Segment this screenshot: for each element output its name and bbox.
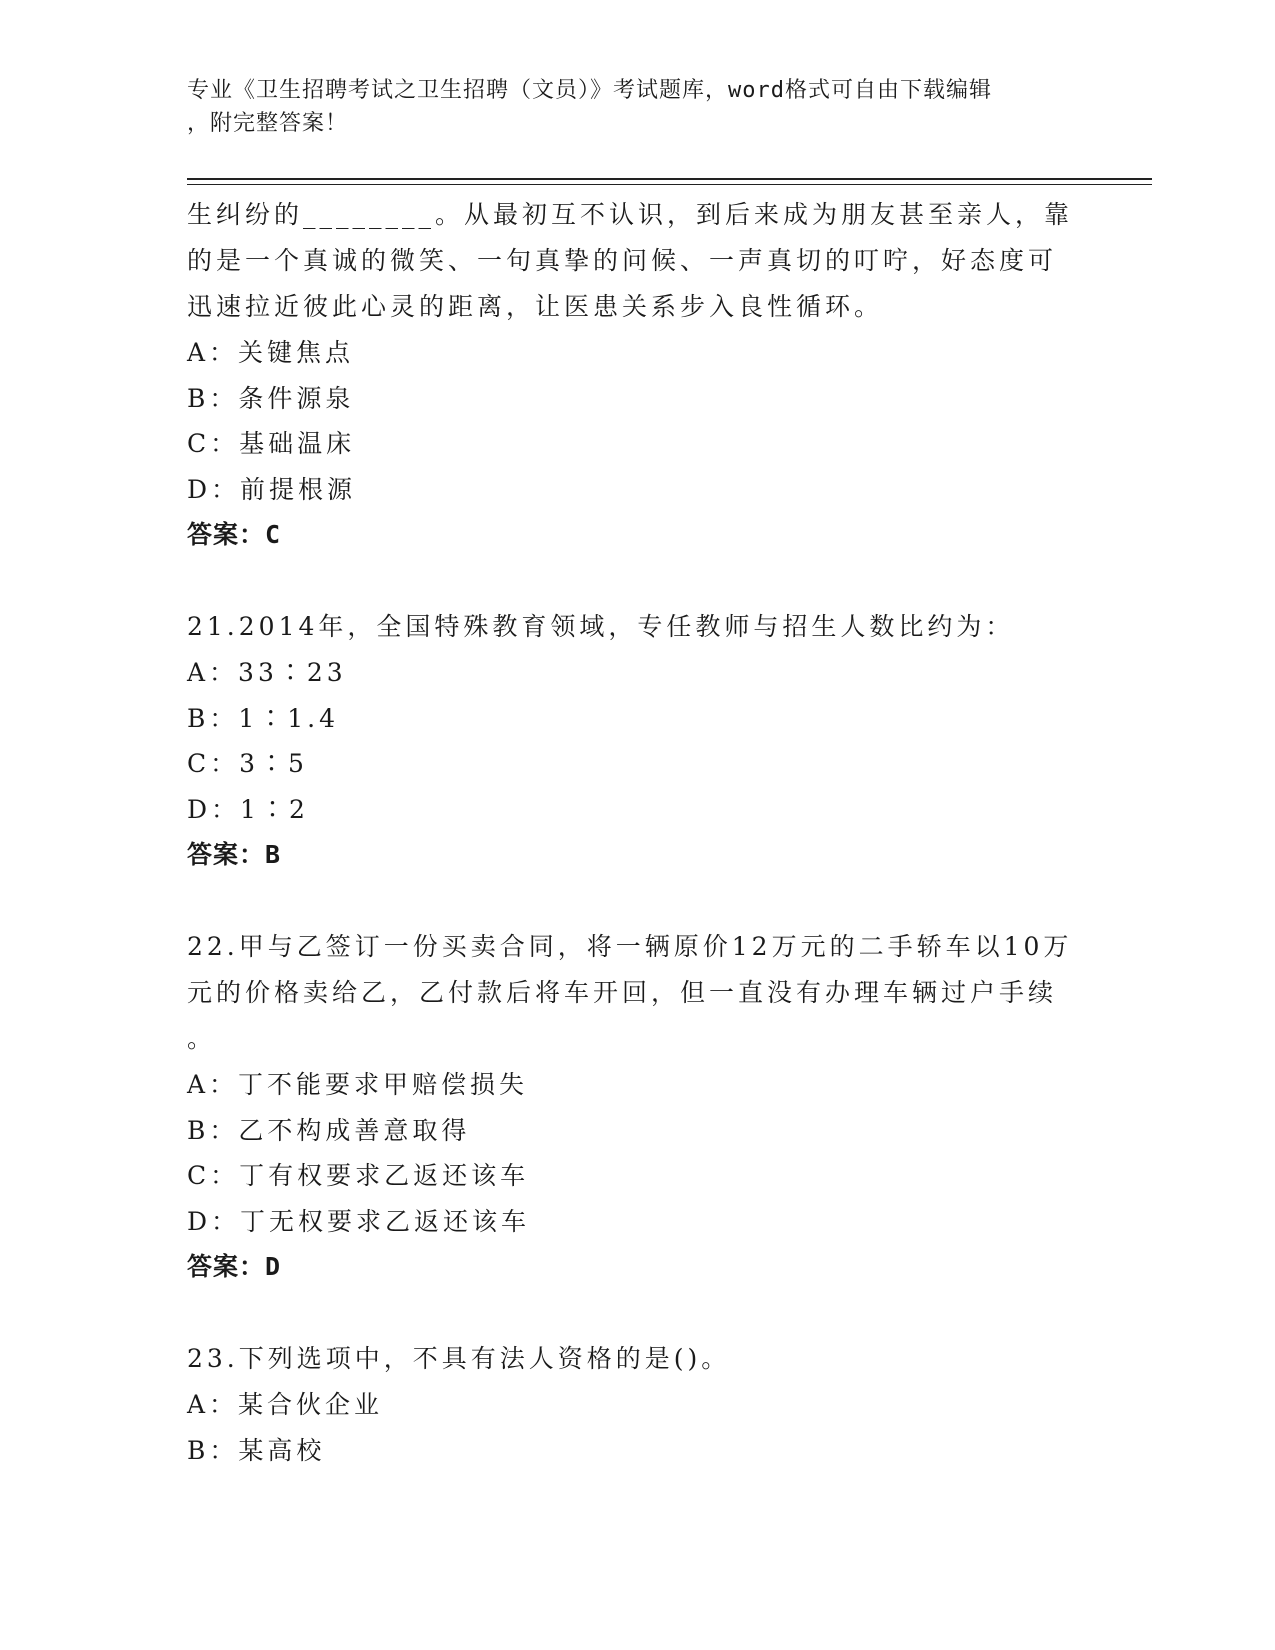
option-c: C：基础温床 [187,429,356,458]
option-c: C：丁有权要求乙返还该车 [187,1161,530,1190]
option-b: B：条件源泉 [187,383,355,413]
header-line-1: 专业《卫生招聘考试之卫生招聘（文员）》考试题库，word格式可自由下载编辑 [187,78,992,103]
answer: 答案：D [187,1252,282,1281]
question-text-line: 迅速拉近彼此心灵的距离，让医患关系步入良性循环。 [187,292,884,321]
option-b: B：某高校 [187,1435,326,1465]
question-content [187,192,1087,1473]
option-a: A：某合伙企业 [187,1390,384,1419]
option-d: D：前提根源 [187,474,357,504]
option-a: A：33∶23 [187,658,347,687]
option-d: D：丁无权要求乙返还该车 [187,1206,531,1236]
option-d: D：1∶2 [187,794,309,824]
option-c: C：3∶5 [187,749,308,778]
option-a: A：关键焦点 [187,338,355,367]
header-divider-thin [187,184,1152,185]
answer: 答案：C [187,520,282,549]
option-b: B：乙不构成善意取得 [187,1115,471,1145]
question-text-line: 的是一个真诚的微笑、一句真挚的问候、一声真切的叮咛，好态度可 [187,246,1058,275]
answer: 答案：B [187,840,282,869]
question-text-line: 元的价格卖给乙，乙付款后将车开回，但一直没有办理车辆过户手续 [187,978,1058,1007]
question-text-line: 生纠纷的________。从最初互不认识，到后来成为朋友甚至亲人，靠 [187,200,1074,229]
option-a: A：丁不能要求甲赔偿损失 [187,1070,529,1099]
question-21 [187,604,1087,878]
question-text-line: 23.下列选项中，不具有法人资格的是()。 [187,1344,731,1373]
header-line-2: ，附完整答案！ [187,111,349,136]
question-text-line: 21.2014年，全国特殊教育领域，专任教师与招生人数比约为： [187,612,1015,641]
header-divider-thick [187,178,1152,180]
question-text-line: 22.甲与乙签订一份买卖合同，将一辆原价12万元的二手轿车以10万 [187,932,1073,961]
question-23 [187,1336,1087,1473]
document-header [187,74,1067,140]
option-b: B：1∶1.4 [187,703,340,733]
question-22 [187,924,1087,1290]
question-20-continuation [187,192,1087,558]
question-text-line: 。 [187,1024,217,1053]
